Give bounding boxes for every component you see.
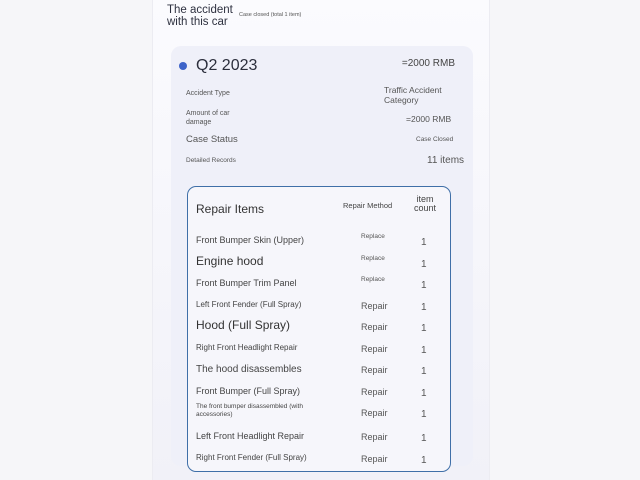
accident-type-value: Traffic Accident Category bbox=[384, 85, 442, 105]
records-value: 11 items bbox=[427, 155, 465, 166]
repair-count: 1 bbox=[421, 366, 427, 377]
damage-label: Amount of car damage bbox=[186, 110, 230, 126]
repair-item-name: Front Bumper Skin (Upper) bbox=[196, 235, 305, 245]
col-header-items: Repair Items bbox=[196, 202, 265, 216]
table-row bbox=[188, 317, 450, 339]
repair-item-name: Left Front Headlight Repair bbox=[196, 431, 305, 441]
repair-method: Replace bbox=[361, 233, 385, 240]
accident-amount: =2000 RMB bbox=[401, 58, 455, 69]
repair-method: Repair bbox=[361, 432, 388, 442]
repair-count: 1 bbox=[421, 454, 427, 466]
col-header-method: Repair Method bbox=[343, 201, 393, 210]
table-row bbox=[188, 403, 450, 427]
accident-card[interactable] bbox=[171, 46, 473, 466]
page-title: The accident with this car bbox=[167, 4, 233, 28]
repair-count: 1 bbox=[421, 323, 427, 334]
repair-method: Repair bbox=[361, 322, 388, 332]
repair-item-name: Right Front Headlight Repair bbox=[196, 342, 298, 352]
repair-count: 1 bbox=[421, 433, 427, 444]
repair-method: Repair bbox=[361, 300, 388, 311]
repair-count: 1 bbox=[421, 387, 427, 399]
table-row bbox=[188, 449, 450, 471]
repair-item-name: The hood disassembles bbox=[196, 364, 302, 375]
table-row bbox=[188, 339, 450, 361]
repair-method: Replace bbox=[361, 276, 385, 283]
repair-item-name: Right Front Fender (Full Spray) bbox=[196, 452, 307, 462]
status-value: Case Closed bbox=[416, 136, 454, 143]
table-row bbox=[188, 253, 450, 275]
table-row bbox=[188, 231, 450, 253]
col-header-count: item count bbox=[413, 194, 437, 213]
repair-item-name: Front Bumper (Full Spray) bbox=[196, 385, 301, 396]
accident-quarter: Q2 2023 bbox=[196, 57, 258, 74]
table-row bbox=[188, 296, 450, 318]
repair-count: 1 bbox=[421, 409, 427, 420]
page-subtitle: Case closed (total 1 item) bbox=[239, 12, 302, 18]
repair-count: 1 bbox=[421, 280, 427, 291]
table-row bbox=[188, 274, 450, 296]
repair-count: 1 bbox=[421, 301, 427, 313]
repair-item-name: The front bumper disassembled (with accessories) bbox=[196, 403, 303, 418]
repair-method: Replace bbox=[361, 254, 385, 262]
status-dot-icon bbox=[179, 62, 187, 70]
repair-rows bbox=[188, 231, 450, 470]
repair-item-name: Left Front Fender (Full Spray) bbox=[196, 299, 302, 309]
repair-count: 1 bbox=[421, 344, 427, 356]
records-label: Detailed Records bbox=[186, 157, 236, 164]
repair-item-name: Hood (Full Spray) bbox=[196, 318, 291, 332]
repair-item-name: Engine hood bbox=[196, 253, 264, 268]
repair-item-name: Front Bumper Trim Panel bbox=[196, 278, 297, 288]
repair-count: 1 bbox=[421, 237, 427, 248]
repair-items-table bbox=[187, 186, 451, 472]
table-row bbox=[188, 360, 450, 382]
repair-method: Repair bbox=[361, 343, 388, 354]
repair-method: Repair bbox=[361, 408, 388, 418]
table-row bbox=[188, 427, 450, 449]
status-label: Case Status bbox=[186, 134, 238, 145]
repair-method: Repair bbox=[361, 386, 388, 397]
repair-method: Repair bbox=[361, 365, 388, 375]
damage-value: =2000 RMB bbox=[406, 114, 452, 124]
accident-type-label: Accident Type bbox=[186, 90, 230, 97]
phone-screen bbox=[152, 0, 490, 480]
table-row bbox=[188, 382, 450, 404]
repair-count: 1 bbox=[421, 258, 427, 270]
repair-method: Repair bbox=[361, 453, 388, 464]
